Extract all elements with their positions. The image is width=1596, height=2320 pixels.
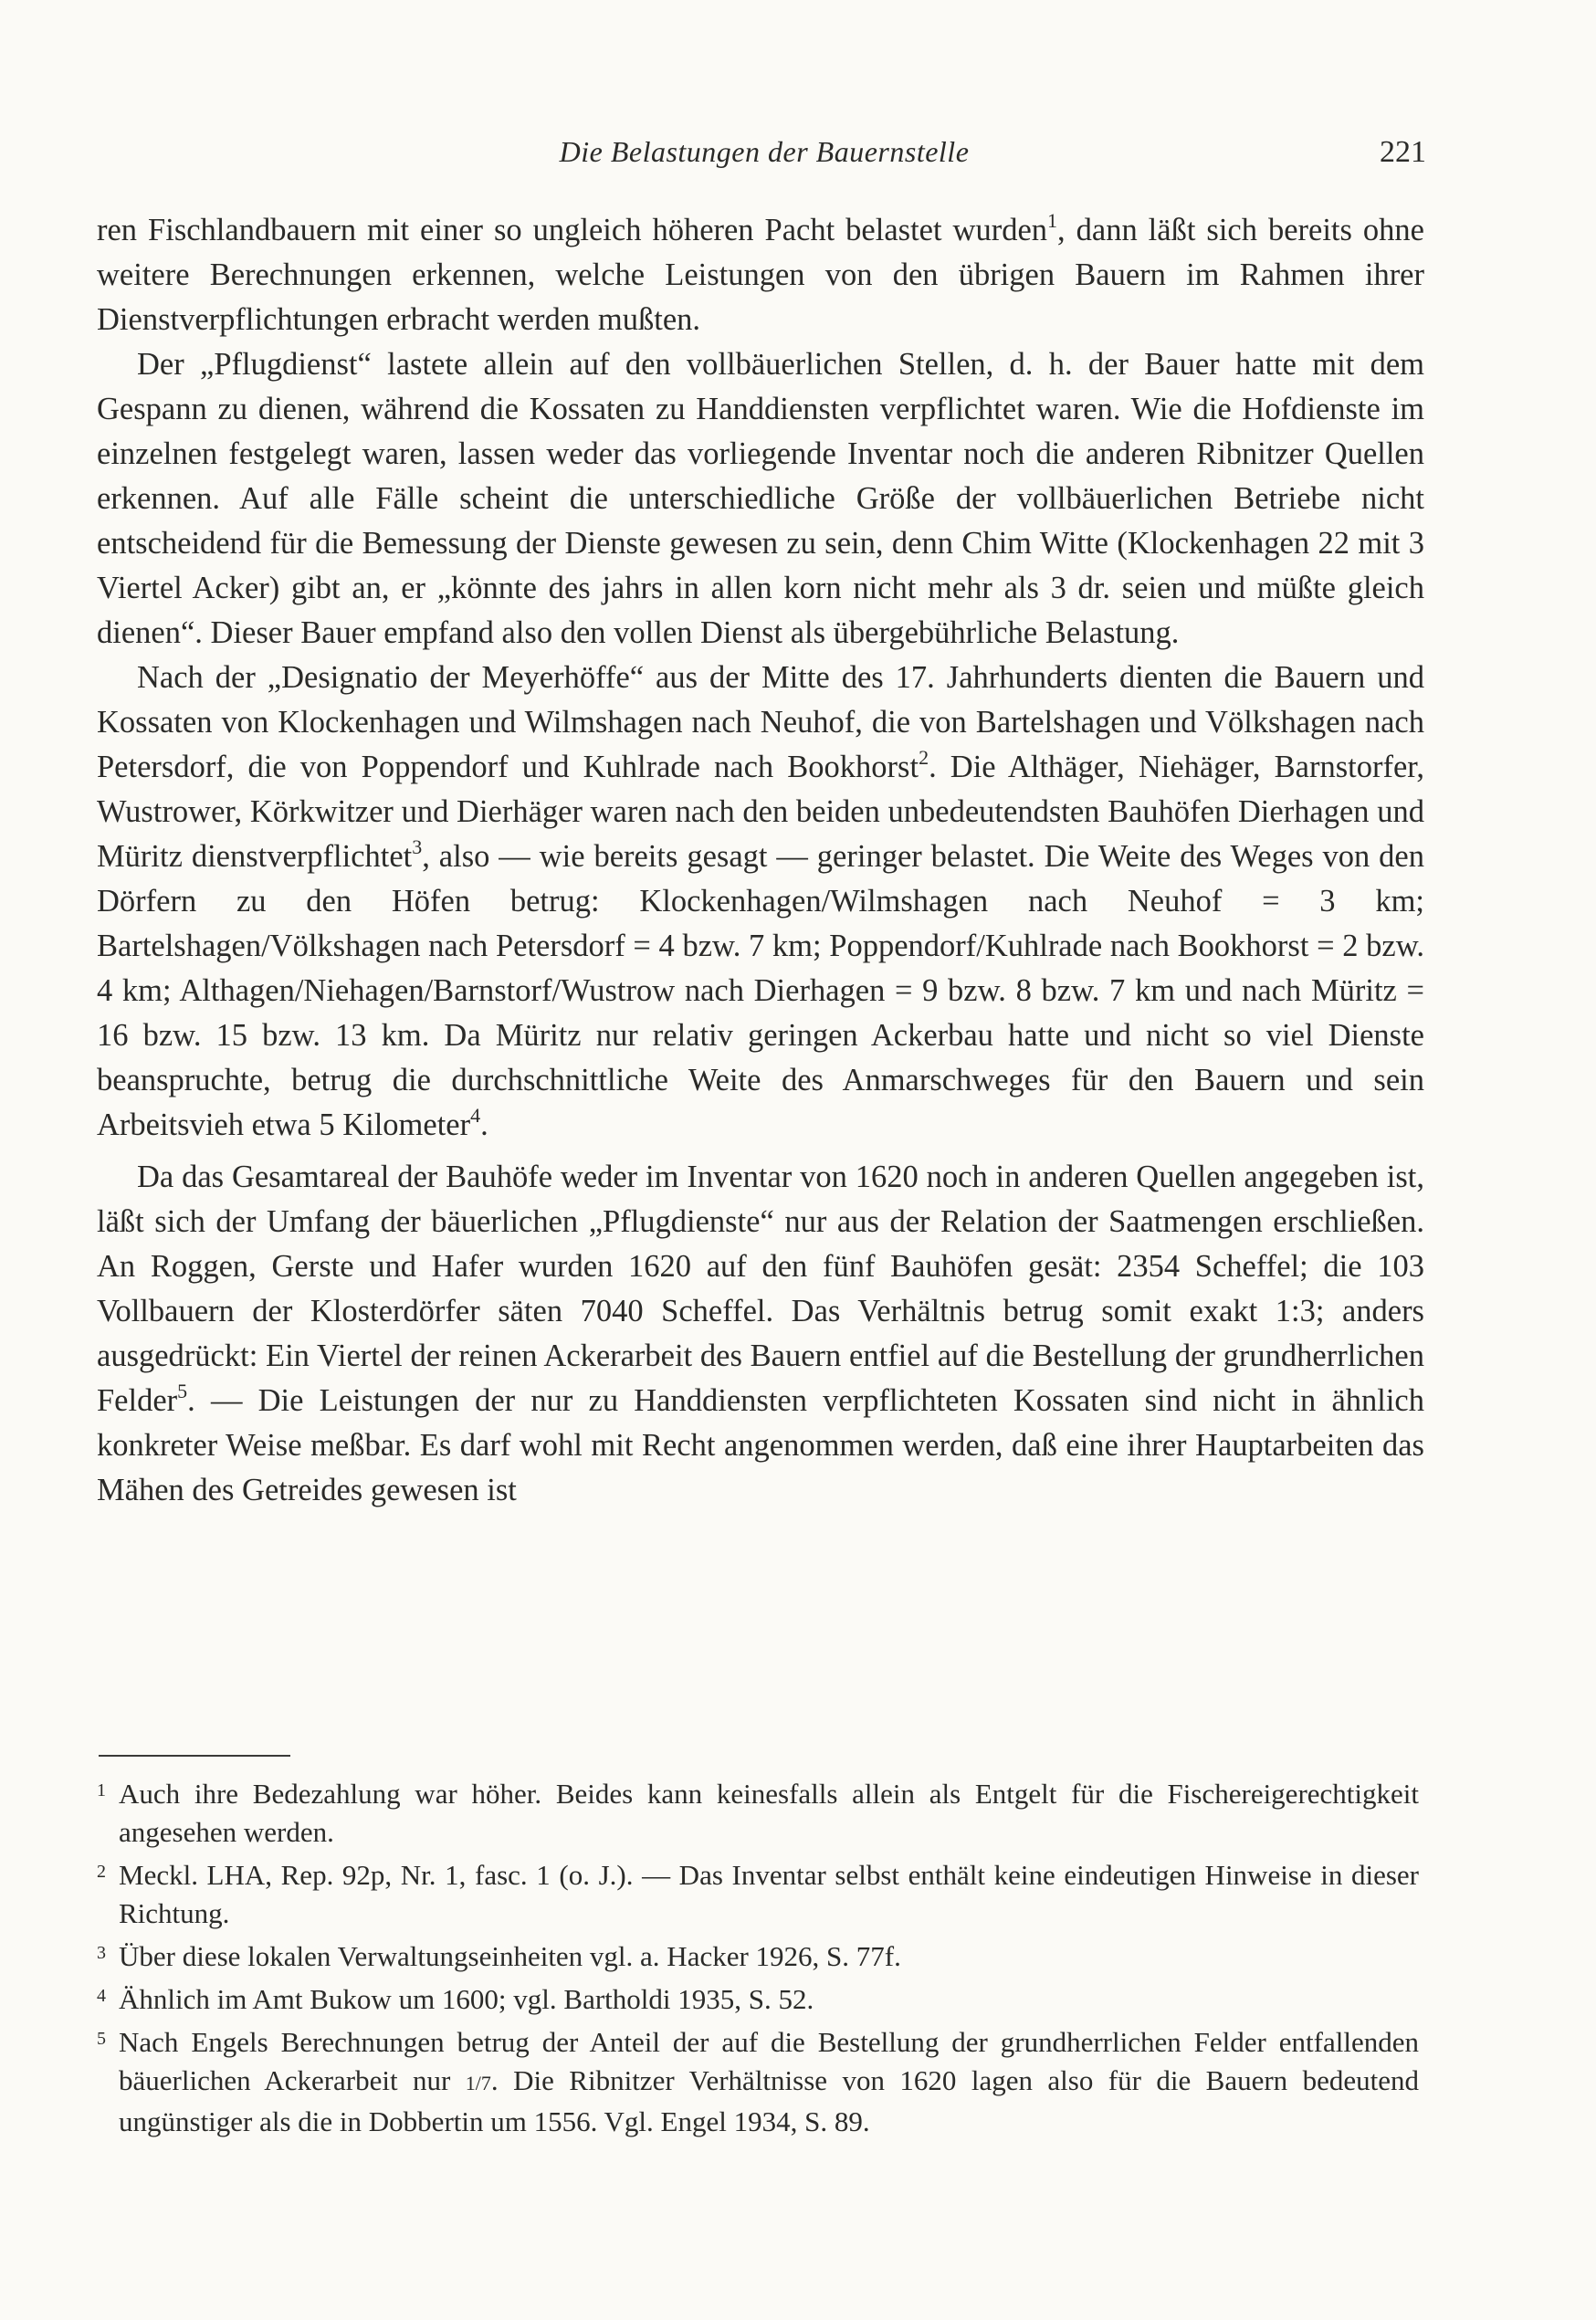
main-text (97, 208, 1424, 1513)
paragraph-4-text-b: . — Die Leistungen der nur zu Handdiensten verpflichteten Kossaten sind nicht in ähnlich konkreter Weise meßbar. Es darf wohl mit Recht angenommen werden, daß eine ihrer Hauptarbeiten das Mähen des Getreides gewesen ist (97, 1383, 1424, 1507)
running-head (102, 135, 1426, 181)
footnote-text: Auch ihre Bedezahlung war höher. Beides kann keinesfalls allein als Entgelt für die Fischereigerechtigkeit angesehen werden. (119, 1778, 1419, 1848)
footnote-divider (99, 1755, 290, 1757)
footnote-number: 2 (97, 1862, 106, 1882)
footnote-4 (97, 1980, 1419, 2019)
paragraph-3-text-a: Nach der „Designatio der Meyerhöffe“ aus der Mitte des 17. Jahrhunderts dienten die Bauern und Kossaten von Klockenhagen und Wilmshagen nach Neuhof, die von Bartelshagen und Völkshagen nach Petersdorf, die von Poppendorf und Kuhlrade nach Bookhorst (97, 660, 1424, 784)
footnote-text-b: . Die Ribnitzer Verhältnisse von 1620 lagen also für die Bauern bedeutend ungünstiger als die in Dobbertin um 1556. Vgl. Engel 1934, S. 89. (119, 2064, 1419, 2137)
footnote-ref-5: 5 (177, 1379, 188, 1402)
footnote-number: 1 (97, 1780, 106, 1800)
paragraph-3-text-d: . (480, 1108, 488, 1142)
page-number: 221 (1380, 135, 1426, 169)
footnotes (97, 1775, 1419, 2146)
footnote-3 (97, 1937, 1419, 1976)
footnote-ref-2: 2 (919, 745, 929, 769)
paragraph-1 (97, 208, 1424, 342)
footnote-ref-3: 3 (412, 835, 423, 858)
footnote-number: 4 (97, 1986, 106, 2006)
paragraph-2: Der „Pflugdienst“ lastete allein auf den vollbäuerlichen Stellen, d. h. der Bauer hatte mit dem Gespann zu dienen, während die Kossaten zu Handdiensten verpflichtet waren. Wie die Hofdienste im einzelnen festgelegt waren, lassen weder das vorliegende Inventar noch die anderen Ribnitzer Quellen erkennen. Auf alle Fälle scheint die unterschiedliche Größe der vollbäuerlichen Betriebe nicht entscheidend für die Bemessung der Dienste gewesen zu sein, denn Chim Witte (Klockenhagen 22 mit 3 Viertel Acker) gibt an, er „könnte des jahrs in allen korn nicht mehr als 3 dr. seien und müßte gleich dienen“. Dieser Bauer empfand also den vollen Dienst als übergebührliche Belastung. (97, 347, 1424, 650)
footnote-ref-4: 4 (470, 1103, 481, 1127)
footnote-text: Über diese lokalen Verwaltungseinheiten vgl. a. Hacker 1926, S. 77f. (119, 1940, 901, 1972)
fraction: 1/7 (465, 2072, 491, 2094)
paragraph-3 (97, 656, 1424, 1148)
footnote-text: Meckl. LHA, Rep. 92p, Nr. 1, fasc. 1 (o. J.). — Das Inventar selbst enthält keine eindeutigen Hinweise in dieser Richtung. (119, 1859, 1419, 1929)
footnote-5 (97, 2023, 1419, 2141)
paragraph-4 (97, 1155, 1424, 1513)
footnote-number: 5 (97, 2029, 106, 2049)
paragraph-1-text-a: ren Fischlandbauern mit einer so ungleich höheren Pacht belastet wurden (97, 213, 1048, 247)
paragraph-4-text-a: Da das Gesamtareal der Bauhöfe weder im Inventar von 1620 noch in anderen Quellen angegeben ist, läßt sich der Umfang der bäuerlichen „Pflugdienste“ nur aus der Relation der Saatmengen erschließen. An Roggen, Gerste und Hafer wurden 1620 auf den fünf Bauhöfen gesät: 2354 Scheffel; die 103 Vollbauern der Klosterdörfer säten 7040 Scheffel. Das Verhältnis betrug somit exakt 1:3; anders ausgedrückt: Ein Viertel der reinen Ackerarbeit des Bauern entfiel auf die Bestellung der grundherrlichen Felder (97, 1160, 1424, 1418)
paragraph-3-text-c: , also — wie bereits gesagt — geringer belastet. Die Weite des Weges von den Dörfern zu den Höfen betrug: Klockenhagen/Wilmshagen nach Neuhof = 3 km; Bartelshagen/Völkshagen nach Petersdorf = 4 bzw. 7 km; Poppendorf/Kuhlrade nach Bookhorst = 2 bzw. 4 km; Althagen/Niehagen/Barnstorf/Wustrow nach Dierhagen = 9 bzw. 8 bzw. 7 km und nach Müritz = 16 bzw. 15 bzw. 13 km. Da Müritz nur relativ geringen Ackerbau hatte und nicht so viel Dienste beanspruchte, betrug die durchschnittliche Weite des Anmarschweges für den Bauern und sein Arbeitsvieh etwa 5 Kilometer (97, 839, 1424, 1142)
footnote-number: 3 (97, 1943, 106, 1963)
footnote-text: Ähnlich im Amt Bukow um 1600; vgl. Bartholdi 1935, S. 52. (119, 1983, 814, 2015)
paragraph-1-text-b: , dann läßt sich bereits ohne weitere Berechnungen erkennen, welche Leistungen von den übrigen Bauern im Rahmen ihrer Dienstverpflichtungen erbracht werden mußten. (97, 213, 1424, 337)
footnote-2 (97, 1856, 1419, 1933)
footnote-ref-1: 1 (1047, 208, 1058, 232)
paragraph-3-text-b: . Die Althäger, Niehäger, Barnstorfer, Wustrower, Körkwitzer und Dierhäger waren nach den beiden unbedeutendsten Bauhöfen Dierhagen und Müritz dienstverpflichtet (97, 750, 1424, 874)
footnote-1 (97, 1775, 1419, 1852)
footnote-text-a: Nach Engels Berechnungen betrug der Anteil der auf die Bestellung der grundherrlichen Felder entfallenden bäuerlichen Ackerarbeit nur (119, 2026, 1419, 2096)
running-title: Die Belastungen der Bauernstelle (559, 135, 970, 168)
